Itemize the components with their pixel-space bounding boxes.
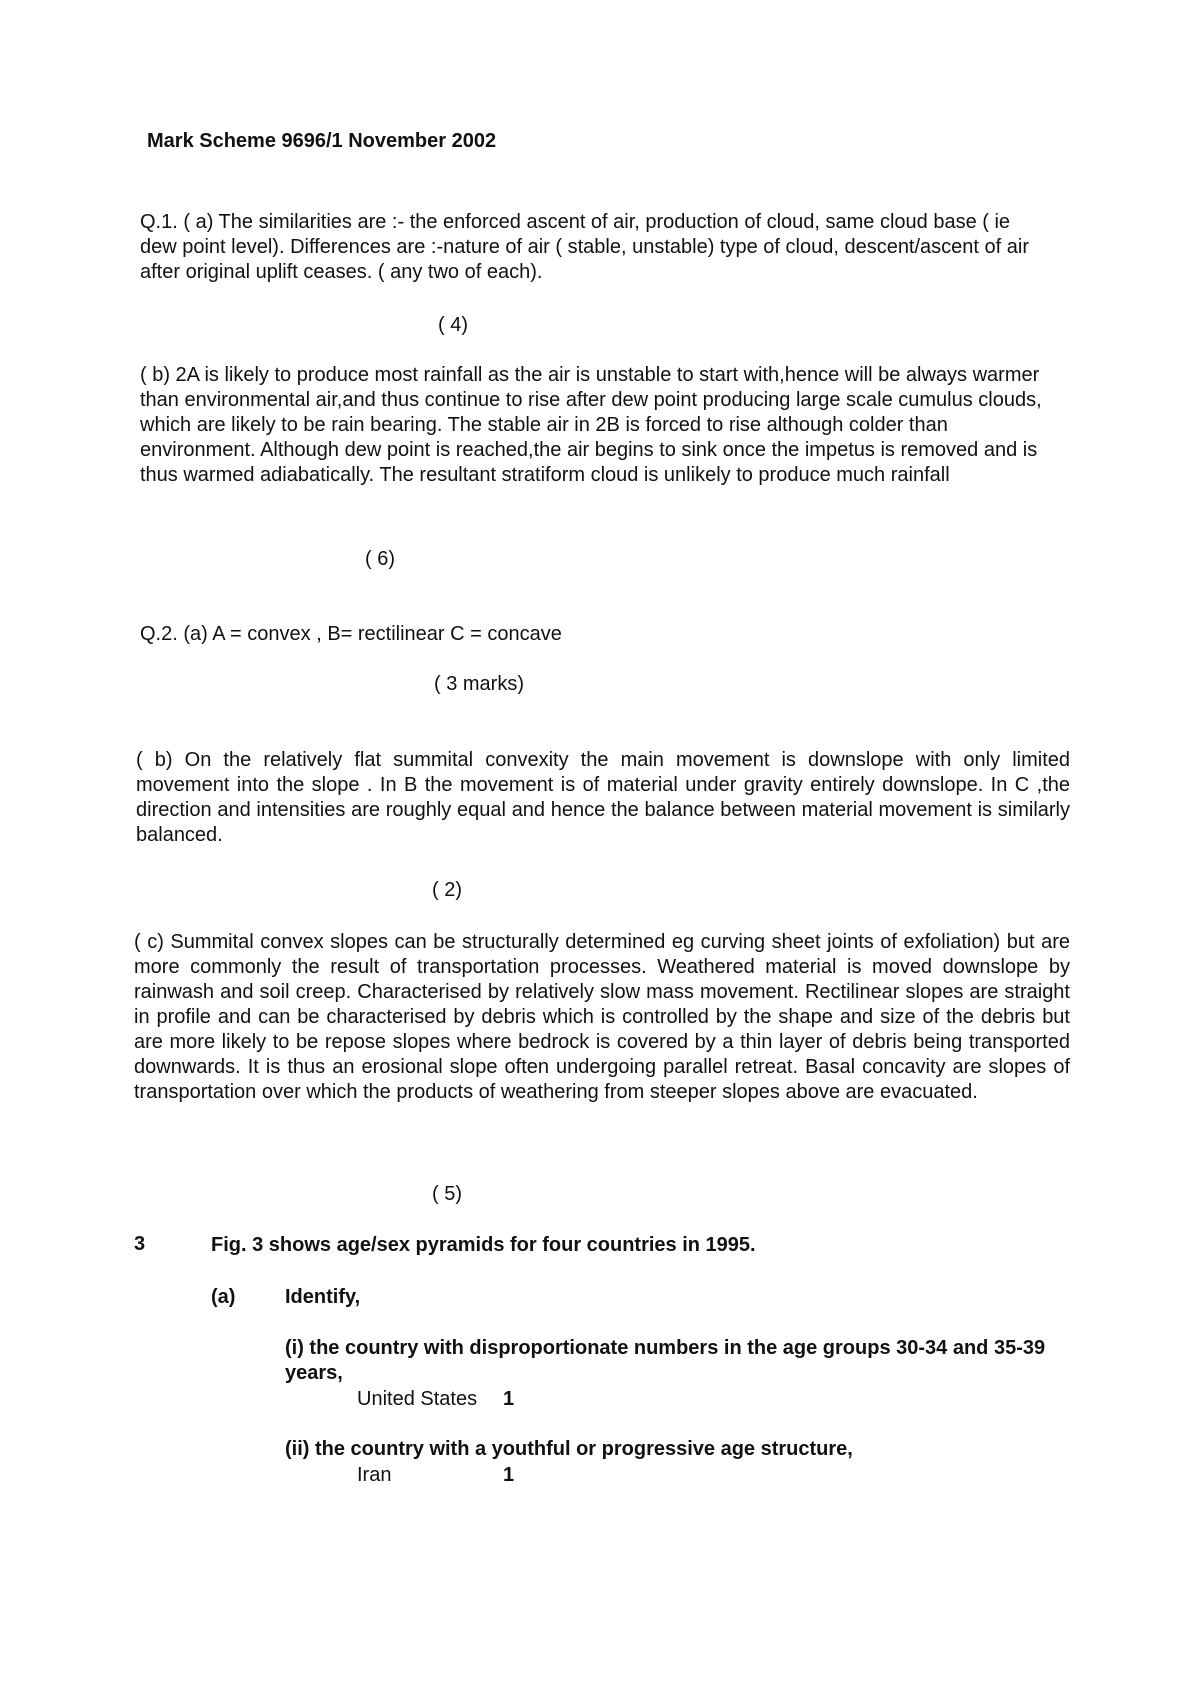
- q1-a-answer: Q.1. ( a) The similarities are :- the enforced ascent of air, production of cloud, same cloud base ( ie dew point level). Differences are :-nature of air ( stable, unstable) type of cloud, descent/ascent of air after original uplift ceases. ( any two of each).: [140, 211, 1029, 283]
- page-title: Mark Scheme 9696/1 November 2002: [147, 130, 497, 152]
- q3-a-label: (a): [211, 1286, 236, 1308]
- q3-i-answer: United States: [357, 1388, 478, 1410]
- q2-b-marks: ( 2): [432, 879, 462, 901]
- q3-a-text: Identify,: [285, 1286, 361, 1308]
- q2-c-answer: ( c) Summital convex slopes can be structurally determined eg curving sheet joints of exfoliation) but are more commonly the result of transportation processes. Weathered material is moved downslope by rainwash and soil creep. Characterised by relatively slow mass movement. Rectilinear slopes are straight in profile and can be characterised by debris which is controlled by the shape and size of the debris but are more likely to be repose slopes where bedrock is covered by a thin layer of debris being transported downwards. It is thus an erosional slope often undergoing parallel retreat. Basal concavity are slopes of transportation over which the products of weathering from steeper slopes above are evacuated.: [134, 931, 1070, 1103]
- q2-a-marks: ( 3 marks): [434, 673, 524, 695]
- q3-ii-question: (ii) the country with a youthful or progressive age structure,: [285, 1438, 853, 1460]
- q3-ii-answer: Iran: [357, 1464, 392, 1486]
- q3-i-question: (i) the country with disproportionate numbers in the age groups 30-34 and 35-39 years,: [285, 1337, 1046, 1384]
- q1-b-marks: ( 6): [365, 548, 395, 570]
- q1-a-marks: ( 4): [438, 314, 468, 336]
- q3-stem: Fig. 3 shows age/sex pyramids for four countries in 1995.: [211, 1234, 756, 1256]
- q3-number: 3: [134, 1233, 146, 1255]
- q3-ii-mark: 1: [503, 1464, 515, 1486]
- q2-b-answer: ( b) On the relatively flat summital convexity the main movement is downslope with only limited movement into the slope . In B the movement is of material under gravity entirely downslope. In C ,the direction and intensities are roughly equal and hence the balance between material movement is similarly balanced.: [136, 749, 1070, 846]
- q2-c-marks: ( 5): [432, 1183, 462, 1205]
- q2-a-answer: Q.2. (a) A = convex , B= rectilinear C = concave: [140, 623, 562, 645]
- q3-i-mark: 1: [503, 1388, 515, 1410]
- q1-b-answer: ( b) 2A is likely to produce most rainfall as the air is unstable to start with,hence will be always warmer than environmental air,and thus continue to rise after dew point producing large scale cumulus clouds, which are likely to be rain bearing. The stable air in 2B is forced to rise although colder than environment. Although dew point is reached,the air begins to sink once the impetus is removed and is thus warmed adiabatically. The resultant stratiform cloud is unlikely to produce much rainfall: [140, 364, 1042, 486]
